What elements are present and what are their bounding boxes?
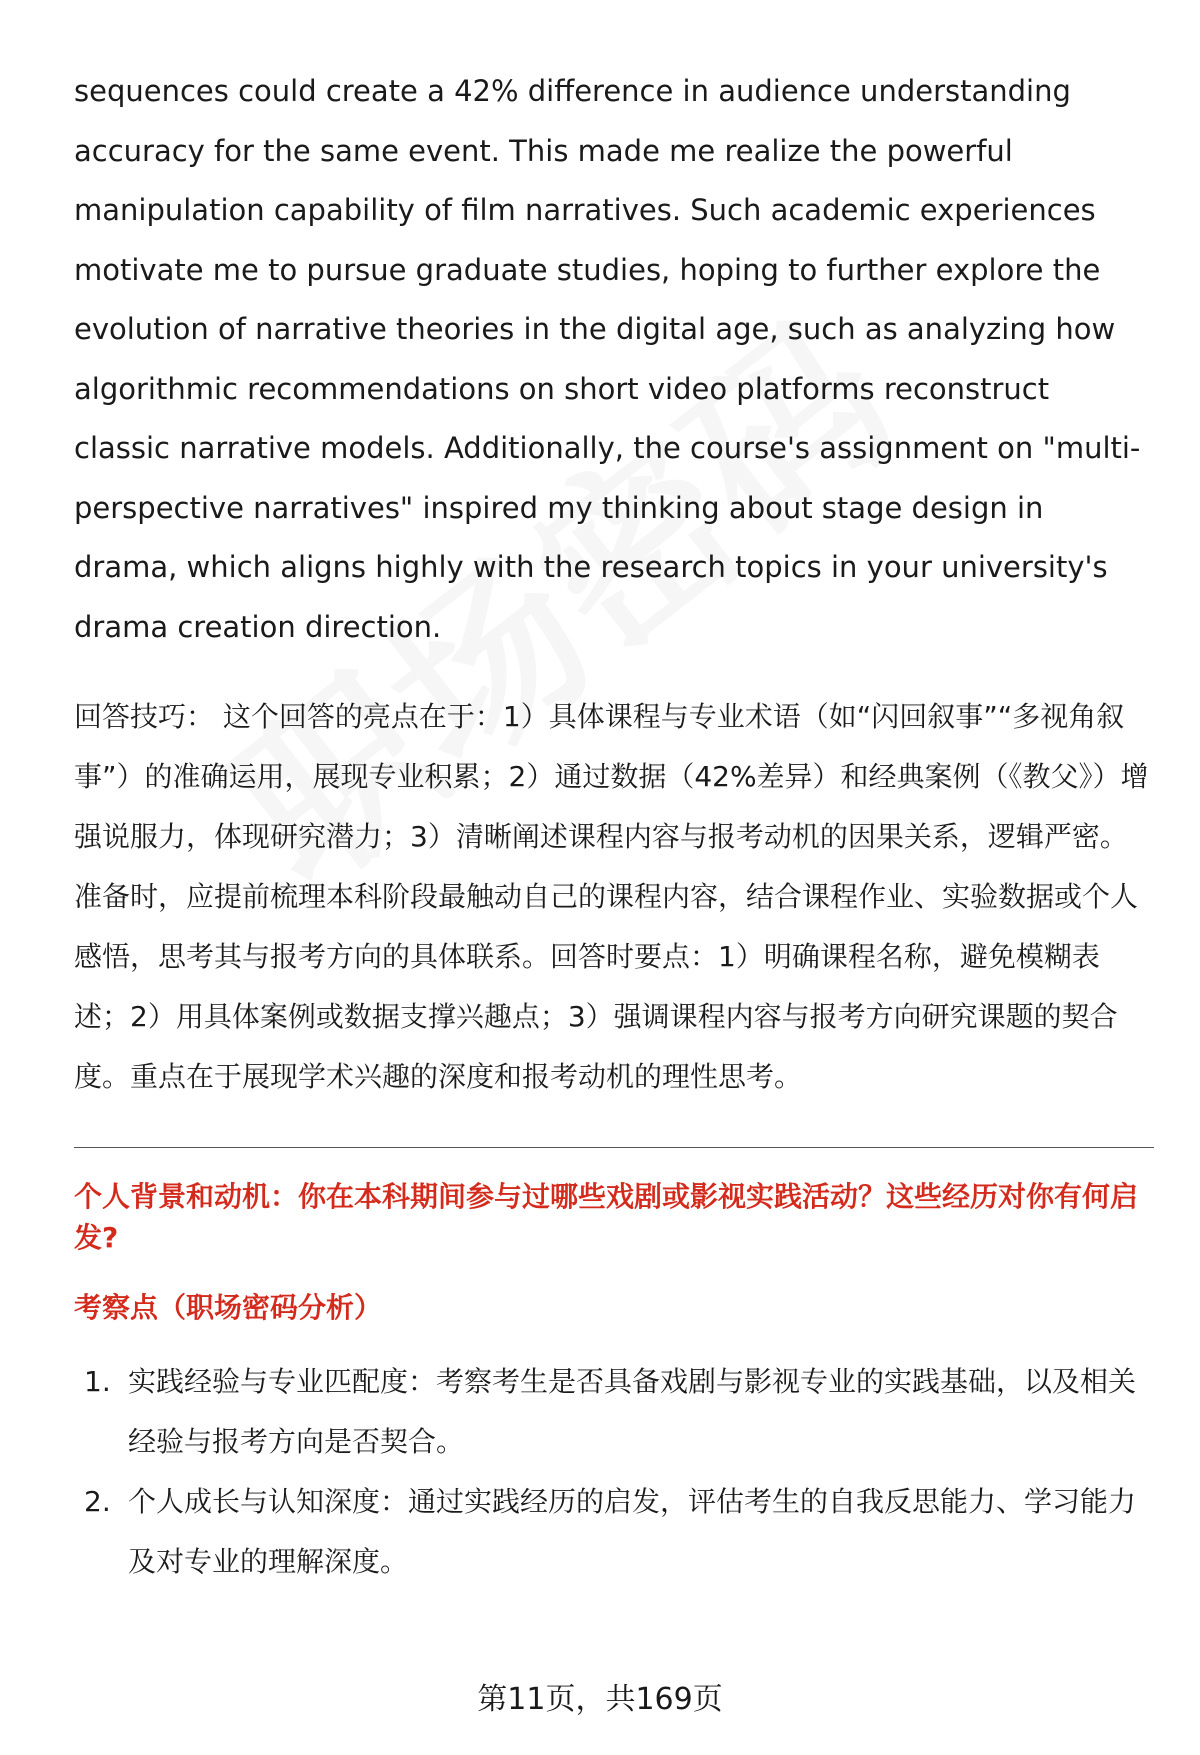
list-number: 2. xyxy=(84,1485,111,1518)
prep-paragraph: 准备时，应提前梳理本科阶段最触动自己的课程内容，结合课程作业、实验数据或个人感悟，思考其与报考方向的具体联系。回答时要点：1）明确课程名称，避免模糊表述；2）用具体案例或数据支撑兴趣点；3）强调课程内容与报考方向研究课题的契合度。重点在于展现学术兴趣的深度和报考动机的理性思考。 xyxy=(74,880,1139,1093)
document-page xyxy=(74,62,1154,1592)
tips-paragraph: 回答技巧： 这个回答的亮点在于：1）具体课程与专业术语（如“闪回叙事”“多视角叙事”）的准确运用，展现专业积累；2）通过数据（42%差异）和经典案例（《教父》）增强说服力，体现研究潜力；3）清晰阐述课程内容与报考动机的因果关系，逻辑严密。 xyxy=(74,700,1149,853)
list-item xyxy=(74,1472,1154,1592)
page-footer: 第11页，共169页 xyxy=(477,1682,723,1717)
body-paragraph: sequences could create a 42% difference in audience understanding accuracy for the same event. This made me realize the powerful manipulation capability of film narratives. Such academic experiences motivate me to pursue graduate studies, hoping to further explore the evolution of narrative theories in the digital age, such as analyzing how algorithmic recommendations on short video platforms reconstruct classic narrative models. Additionally, the course's assignment on "multi-perspective narratives" inspired my thinking about stage design in drama, which aligns highly with the research topics in your university's drama creation direction. xyxy=(74,74,1141,644)
assessment-points xyxy=(74,1352,1154,1592)
list-item-text: 实践经验与专业匹配度：考察考生是否具备戏剧与影视专业的实践基础，以及相关经验与报考方向是否契合。 xyxy=(128,1365,1137,1458)
question-heading: 个人背景和动机：你在本科期间参与过哪些戏剧或影视实践活动？这些经历对你有何启发? xyxy=(74,1180,1139,1254)
list-item xyxy=(74,1352,1154,1472)
section-title: 考察点（职场密码分析） xyxy=(74,1291,383,1324)
section-divider xyxy=(74,1147,1154,1148)
list-item-text: 个人成长与认知深度：通过实践经历的启发，评估考生的自我反思能力、学习能力及对专业的理解深度。 xyxy=(128,1485,1137,1578)
list-number: 1. xyxy=(84,1365,111,1398)
